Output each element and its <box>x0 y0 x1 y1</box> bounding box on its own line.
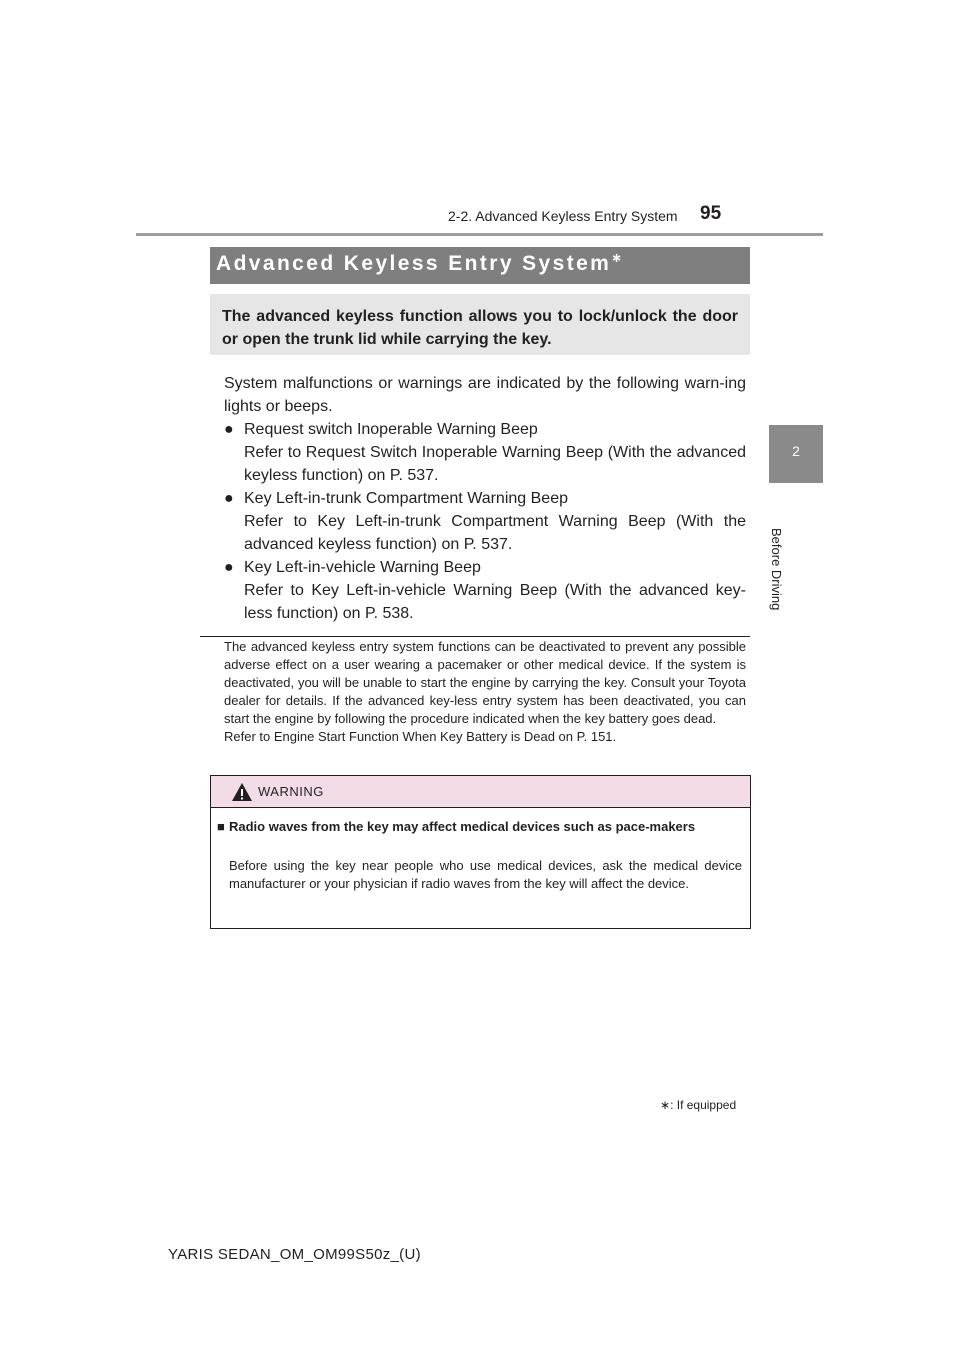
bullet-item <box>224 487 746 556</box>
note-paragraph: The advanced keyless entry system functions can be deactivated to prevent any possible adverse effect on a user wearing a pacemaker or other medical device. If the system is deactivated, you will be unable to start the engine by carrying the key. Consult your Toyota dealer for details. If the advanced key-less entry system has been deactivated, you can start the engine by following the procedure indicated when the key battery goes dead. <box>224 639 746 726</box>
section-title <box>216 252 622 276</box>
bullet-detail: Refer to Key Left-in-vehicle Warning Beep (With the advanced key-less function) on P. 538. <box>244 582 746 622</box>
bullet-heading <box>224 556 746 579</box>
body-lead: System malfunctions or warnings are indicated by the following warn-ing lights or beeps. <box>224 375 746 415</box>
section-title-bar <box>210 247 750 284</box>
bullet-heading <box>224 487 746 510</box>
bullet-detail: Refer to Request Switch Inoperable Warning Beep (With the advanced keyless function) on P. 537. <box>244 444 746 484</box>
bullet-heading-text: Key Left-in-vehicle Warning Beep <box>244 559 481 576</box>
chapter-label: Before Driving <box>769 528 784 611</box>
if-equipped-marker: ∗ <box>611 250 623 265</box>
bullet-item <box>224 556 746 625</box>
section-title-text: Advanced Keyless Entry System <box>216 252 612 275</box>
warning-subheading-text: Radio waves from the key may affect medical devices such as pace-makers <box>229 819 696 834</box>
bullet-heading-text: Key Left-in-trunk Compartment Warning Beep <box>244 490 568 507</box>
chapter-tab <box>769 425 823 483</box>
warning-triangle-icon <box>231 782 253 802</box>
page-number: 95 <box>700 203 722 224</box>
chapter-label-container <box>769 528 824 611</box>
footnote <box>660 1098 736 1112</box>
chapter-number: 2 <box>792 443 800 459</box>
note-rule <box>200 636 750 637</box>
warning-text: Before using the key near people who use medical devices, ask the medical device manufacturer or your physician if radio waves from the key will affect the device. <box>229 858 742 891</box>
warning-header <box>211 776 750 808</box>
bullet-detail: Refer to Key Left-in-trunk Compartment Warning Beep (With the advanced keyless function) on P. 537. <box>244 513 746 553</box>
intro-text: The advanced keyless function allows you to lock/unlock the door or open the trunk lid while carrying the key. <box>222 308 738 348</box>
warning-label: WARNING <box>258 784 324 799</box>
bullet-dot-icon: ● <box>224 559 234 576</box>
header-rule <box>136 233 823 236</box>
note-block <box>224 638 746 746</box>
bullet-dot-icon: ● <box>224 421 234 438</box>
footnote-marker: ∗ <box>660 1098 671 1112</box>
bullet-list <box>224 418 746 625</box>
body-content <box>224 372 746 625</box>
bullet-heading <box>224 418 746 441</box>
footnote-text: : If equipped <box>670 1098 737 1112</box>
bullet-item <box>224 418 746 487</box>
footer-doc-id: YARIS SEDAN_OM_OM99S50z_(U) <box>168 1246 421 1263</box>
running-header-section: 2-2. Advanced Keyless Entry System <box>448 208 678 224</box>
square-bullet-icon: ■ <box>217 819 225 834</box>
warning-box <box>210 775 751 929</box>
bullet-heading-text: Request switch Inoperable Warning Beep <box>244 421 538 438</box>
bullet-dot-icon: ● <box>224 490 234 507</box>
warning-subheading <box>217 818 742 835</box>
note-reference: Refer to Engine Start Function When Key Battery is Dead on P. 151. <box>224 729 617 744</box>
intro-box <box>210 294 750 355</box>
